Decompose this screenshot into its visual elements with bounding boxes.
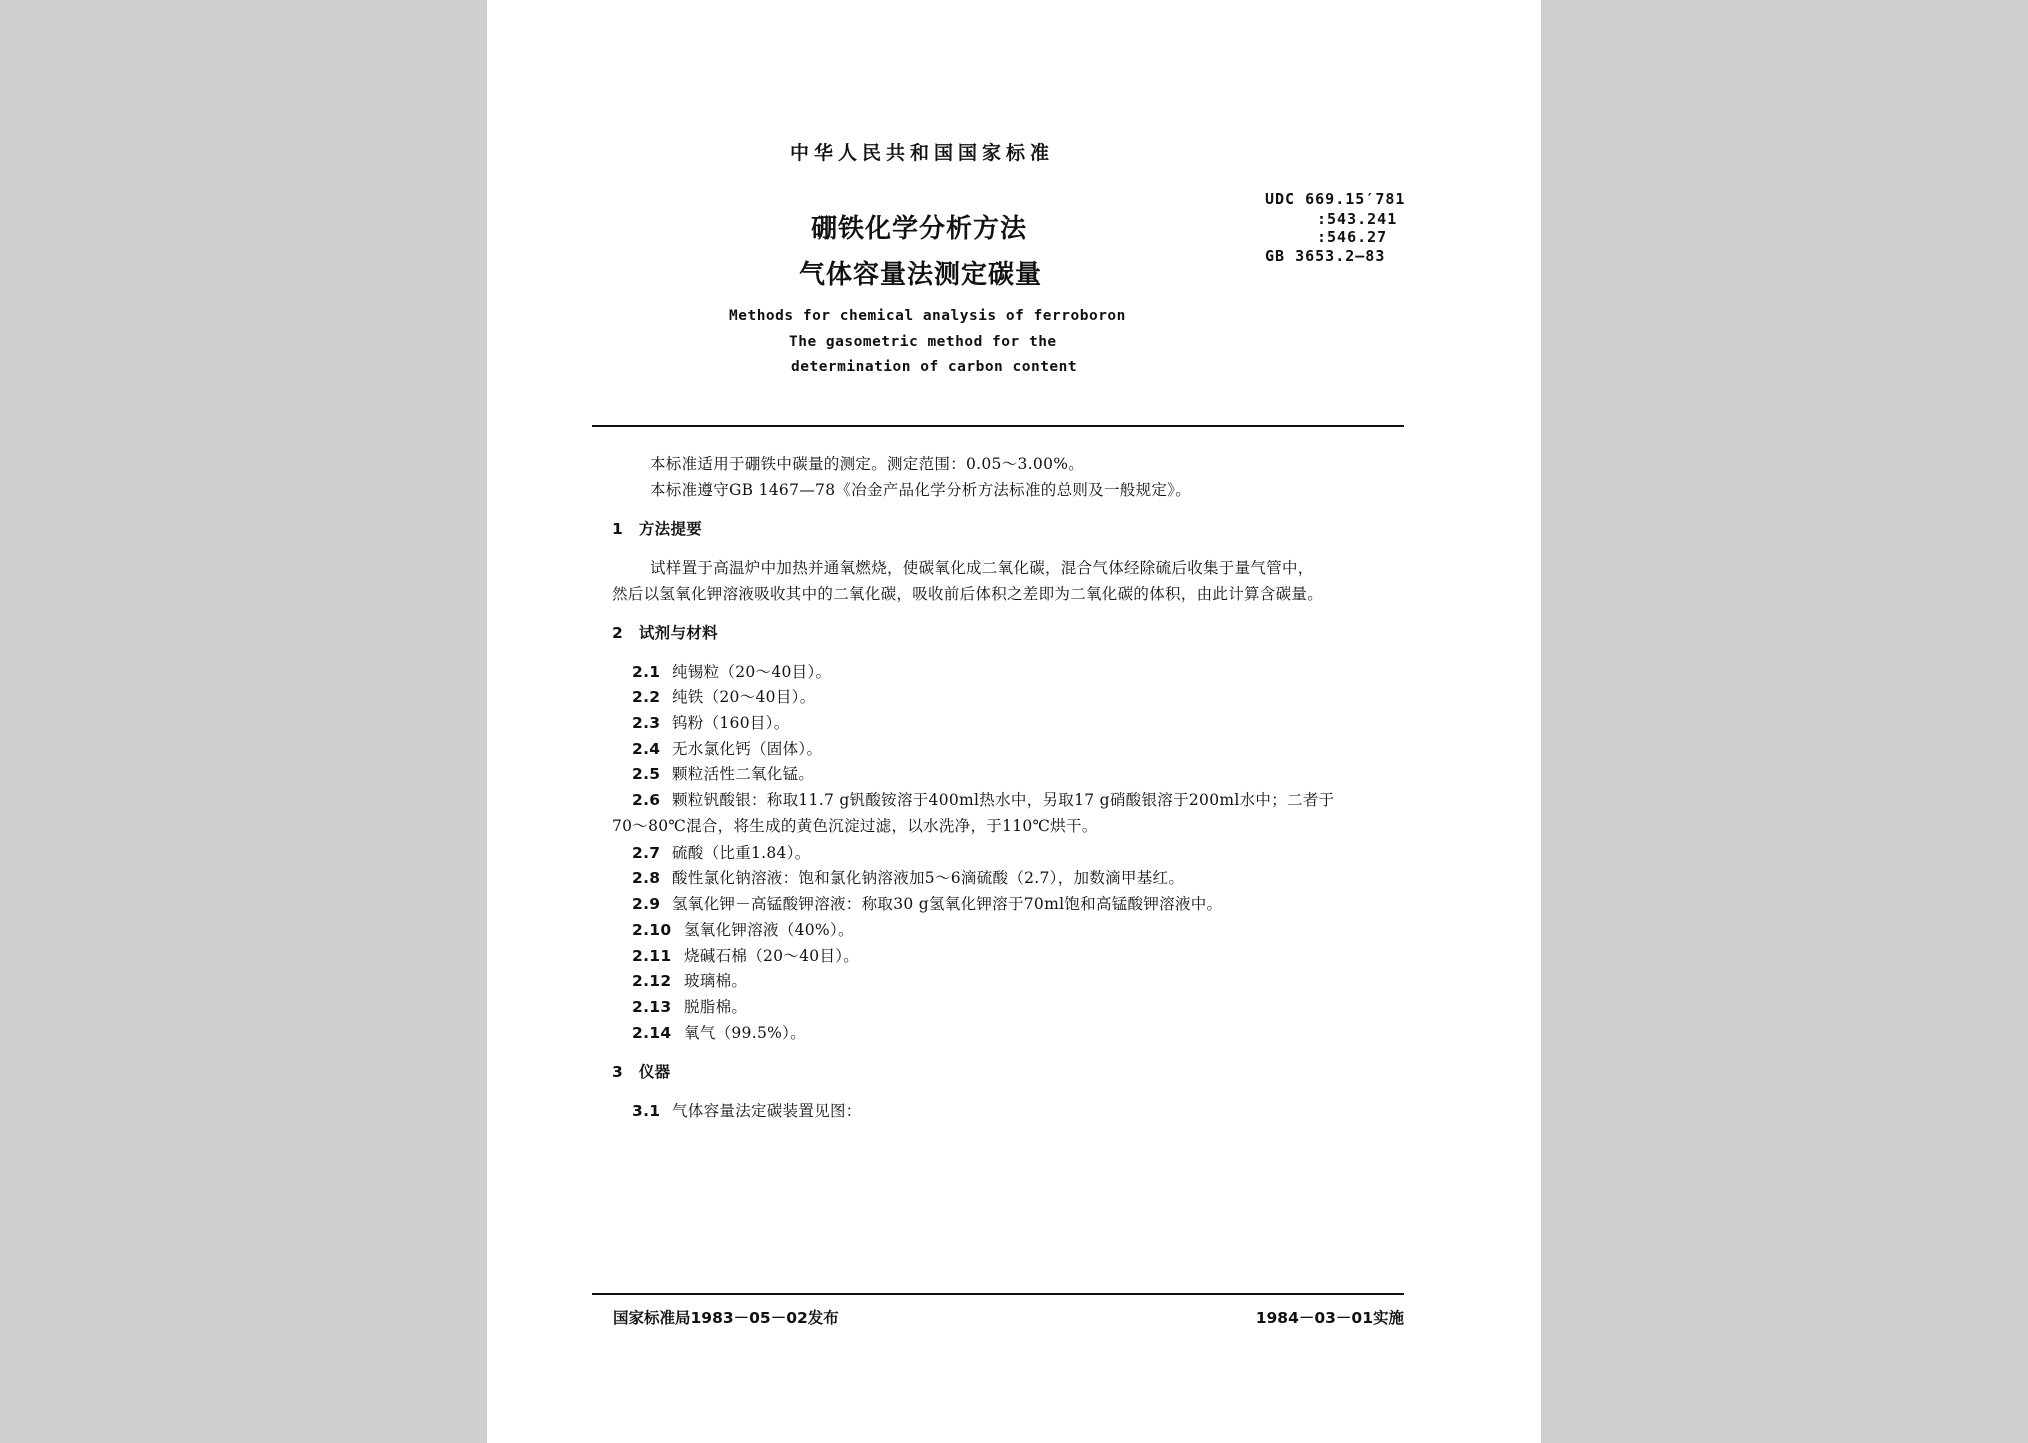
list-item xyxy=(632,969,747,991)
item-text: 酸性氯化钠溶液：饱和氯化钠溶液加5～6滴硫酸（2.7），加数滴甲基红。 xyxy=(672,869,1185,887)
list-item xyxy=(632,944,859,966)
item-number: 2.12 xyxy=(632,972,672,990)
list-item xyxy=(632,995,747,1017)
item-text: 无水氯化钙（固体）。 xyxy=(672,740,823,758)
list-item xyxy=(632,892,1222,914)
item-text: 脱脂棉。 xyxy=(684,998,748,1016)
list-item xyxy=(632,737,822,759)
section3-heading: 3 仪器 xyxy=(612,1063,671,1081)
item-number: 2.7 xyxy=(632,844,661,862)
title-en-line2: The gasometric method for the xyxy=(789,334,1057,350)
item-number: 2.13 xyxy=(632,998,672,1016)
item-number: 2.14 xyxy=(632,1024,672,1042)
item-text: 硫酸（比重1.84）。 xyxy=(672,844,811,862)
list-item xyxy=(632,866,1184,888)
item-number: 2.11 xyxy=(632,947,672,965)
list-item xyxy=(632,1021,806,1043)
item-number: 2.2 xyxy=(632,688,661,706)
list-item xyxy=(632,762,814,784)
intro-compliance: 本标准遵守GB 1467—78《冶金产品化学分析方法标准的总则及一般规定》。 xyxy=(650,481,1192,499)
title-en-line1: Methods for chemical analysis of ferroboron xyxy=(729,308,1126,324)
item-number: 3.1 xyxy=(632,1102,661,1120)
intro-scope: 本标准适用于硼铁中碳量的测定。测定范围：0.05～3.00%。 xyxy=(650,455,1085,473)
title-cn-line1: 硼铁化学分析方法 xyxy=(811,214,1028,244)
item-text: 烧碱石棉（20～40目）。 xyxy=(684,947,860,965)
section1-heading: 1 方法提要 xyxy=(612,520,703,538)
list-item xyxy=(632,711,790,733)
issue-date: 国家标准局1983－05－02发布 xyxy=(613,1309,839,1327)
item-number: 2.5 xyxy=(632,765,661,783)
item-text: 钨粉（160目）。 xyxy=(672,714,790,732)
header-divider xyxy=(592,425,1404,427)
section1-paragraph-line2: 然后以氢氧化钾溶液吸收其中的二氧化碳，吸收前后体积之差即为二氧化碳的体积，由此计算含碳量。 xyxy=(612,585,1324,603)
item-number: 2.6 xyxy=(632,791,661,809)
item-text: 70～80℃混合，将生成的黄色沉淀过滤，以水洗净，于110℃烘干。 xyxy=(612,817,1098,835)
udc-code-line2: :543.241 xyxy=(1317,210,1398,228)
list-item xyxy=(632,788,1334,810)
udc-code-line3: :546.27 xyxy=(1317,228,1388,246)
list-item xyxy=(632,841,811,863)
item-text: 玻璃棉。 xyxy=(684,972,748,990)
list-item-continuation xyxy=(612,814,1098,836)
list-item xyxy=(632,918,854,940)
list-item xyxy=(632,660,831,682)
item-text: 纯锡粒（20～40目）。 xyxy=(672,663,832,681)
item-text: 气体容量法定碳装置见图： xyxy=(672,1102,862,1120)
footer-divider xyxy=(592,1293,1404,1295)
item-text: 氢氧化钾溶液（40%）。 xyxy=(684,921,854,939)
item-number: 2.8 xyxy=(632,869,661,887)
title-en-line3: determination of carbon content xyxy=(791,359,1078,375)
item-number: 2.4 xyxy=(632,740,661,758)
item-text: 氧气（99.5%）。 xyxy=(684,1024,806,1042)
item-number: 2.10 xyxy=(632,921,672,939)
item-text: 纯铁（20～40目）。 xyxy=(672,688,816,706)
list-item xyxy=(632,1099,862,1121)
gb-number: GB 3653.2—83 xyxy=(1265,247,1386,265)
item-number: 2.3 xyxy=(632,714,661,732)
national-standard-heading: 中华人民共和国国家标准 xyxy=(790,142,1055,164)
item-text: 氢氧化钾－高锰酸钾溶液：称取30 g氢氧化钾溶于70ml饱和高锰酸钾溶液中。 xyxy=(672,895,1223,913)
item-text: 颗粒活性二氧化锰。 xyxy=(672,765,815,783)
udc-code-line1: UDC 669.15′781 xyxy=(1265,190,1406,208)
section1-paragraph-line1: 试样置于高温炉中加热并通氧燃烧，使碳氧化成二氧化碳，混合气体经除硫后收集于量气管中， xyxy=(650,559,1314,577)
effective-date: 1984－03－01实施 xyxy=(1255,1309,1404,1327)
list-item xyxy=(632,685,816,707)
title-cn-line2: 气体容量法测定碳量 xyxy=(799,260,1043,290)
document-page xyxy=(487,0,1541,1443)
item-number: 2.9 xyxy=(632,895,661,913)
item-number: 2.1 xyxy=(632,663,661,681)
section2-heading: 2 试剂与材料 xyxy=(612,624,718,642)
item-text: 颗粒钒酸银：称取11.7 g钒酸铵溶于400ml热水中，另取17 g硝酸银溶于200ml水中；二者于 xyxy=(672,791,1335,809)
